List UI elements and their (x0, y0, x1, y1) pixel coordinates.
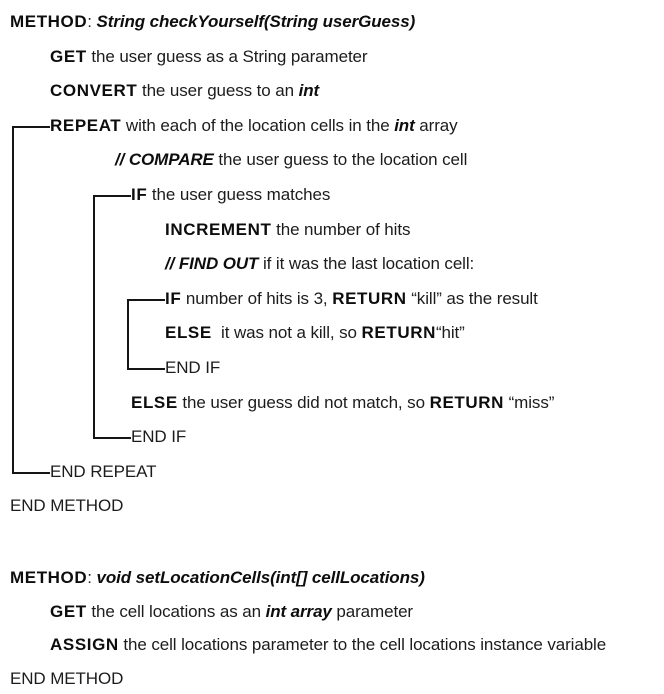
text-segment: int (298, 81, 320, 101)
text-segment: ASSIGN (50, 635, 119, 655)
text-segment: the user guess did not match, so (177, 392, 430, 412)
text-segment: int array (265, 601, 332, 621)
text-segment: IF (131, 185, 148, 204)
text-segment: METHOD (10, 12, 88, 31)
text-segment: RETURN (361, 323, 436, 343)
text-segment: RETURN (429, 392, 504, 412)
pseudocode-line (50, 78, 319, 104)
text-segment: END REPEAT (50, 461, 157, 481)
text-segment: void setLocationCells(int[] cellLocations) (96, 568, 425, 587)
pseudocode-line (10, 666, 123, 692)
pseudocode-line (10, 9, 415, 35)
text-segment: the user guess to an (137, 81, 299, 101)
text-segment: REPEAT (50, 115, 122, 135)
text-segment: IF (165, 288, 182, 308)
text-segment: : (87, 568, 97, 587)
text-segment: it was not a kill, so (211, 323, 362, 343)
pseudocode-line (131, 390, 554, 416)
pseudocode-line (165, 355, 220, 381)
text-segment: String checkYourself(String userGuess) (96, 12, 416, 31)
text-segment: “kill” as the result (406, 288, 538, 308)
text-segment: the cell locations as an (86, 601, 266, 621)
text-segment: array (414, 115, 458, 135)
pseudocode-line (10, 493, 123, 519)
pseudocode-line (165, 320, 465, 346)
text-segment: “miss” (504, 392, 555, 412)
text-segment: the user guess matches (147, 185, 331, 204)
text-segment: int (394, 115, 415, 135)
text-segment: END METHOD (10, 496, 124, 516)
text-segment: if it was the last location cell: (258, 254, 475, 274)
repeat-loop-bracket (12, 126, 50, 474)
text-segment: the user guess to the location cell (213, 150, 468, 170)
text-segment: the cell locations parameter to the cell locations instance variable (118, 635, 607, 655)
pseudocode-line (165, 286, 538, 312)
text-segment: : (87, 12, 97, 31)
text-segment: // COMPARE (115, 150, 214, 170)
pseudocode-line (131, 424, 186, 450)
pseudocode-line (115, 147, 467, 173)
text-segment: number of hits is 3, (181, 288, 333, 308)
text-segment: ELSE (165, 323, 212, 343)
text-segment: “hit” (435, 323, 465, 343)
inner-if-bracket (127, 299, 165, 370)
text-segment: GET (50, 46, 87, 66)
text-segment: with each of the location cells in the (121, 115, 395, 135)
text-segment: // FIND OUT (165, 254, 259, 274)
text-segment: METHOD (10, 568, 88, 587)
outer-if-bracket (93, 195, 131, 439)
pseudocode-line (165, 217, 410, 243)
text-segment: the number of hits (271, 219, 411, 239)
pseudocode-line (50, 599, 413, 625)
text-segment: the user guess as a String parameter (86, 46, 368, 66)
pseudocode-line (10, 565, 425, 591)
text-segment: ELSE (131, 392, 178, 412)
text-segment: END METHOD (10, 669, 124, 689)
pseudocode-line (50, 632, 606, 658)
text-segment: RETURN (332, 288, 407, 308)
text-segment: END IF (131, 427, 187, 447)
pseudocode-line (50, 44, 367, 70)
pseudocode-line (165, 251, 474, 277)
pseudocode-line (131, 182, 330, 208)
pseudocode-line (50, 459, 156, 485)
text-segment: GET (50, 601, 87, 621)
text-segment: END IF (165, 358, 221, 377)
text-segment: INCREMENT (165, 219, 272, 239)
text-segment: parameter (331, 601, 413, 621)
text-segment: CONVERT (50, 81, 138, 101)
pseudocode-line (50, 113, 458, 139)
